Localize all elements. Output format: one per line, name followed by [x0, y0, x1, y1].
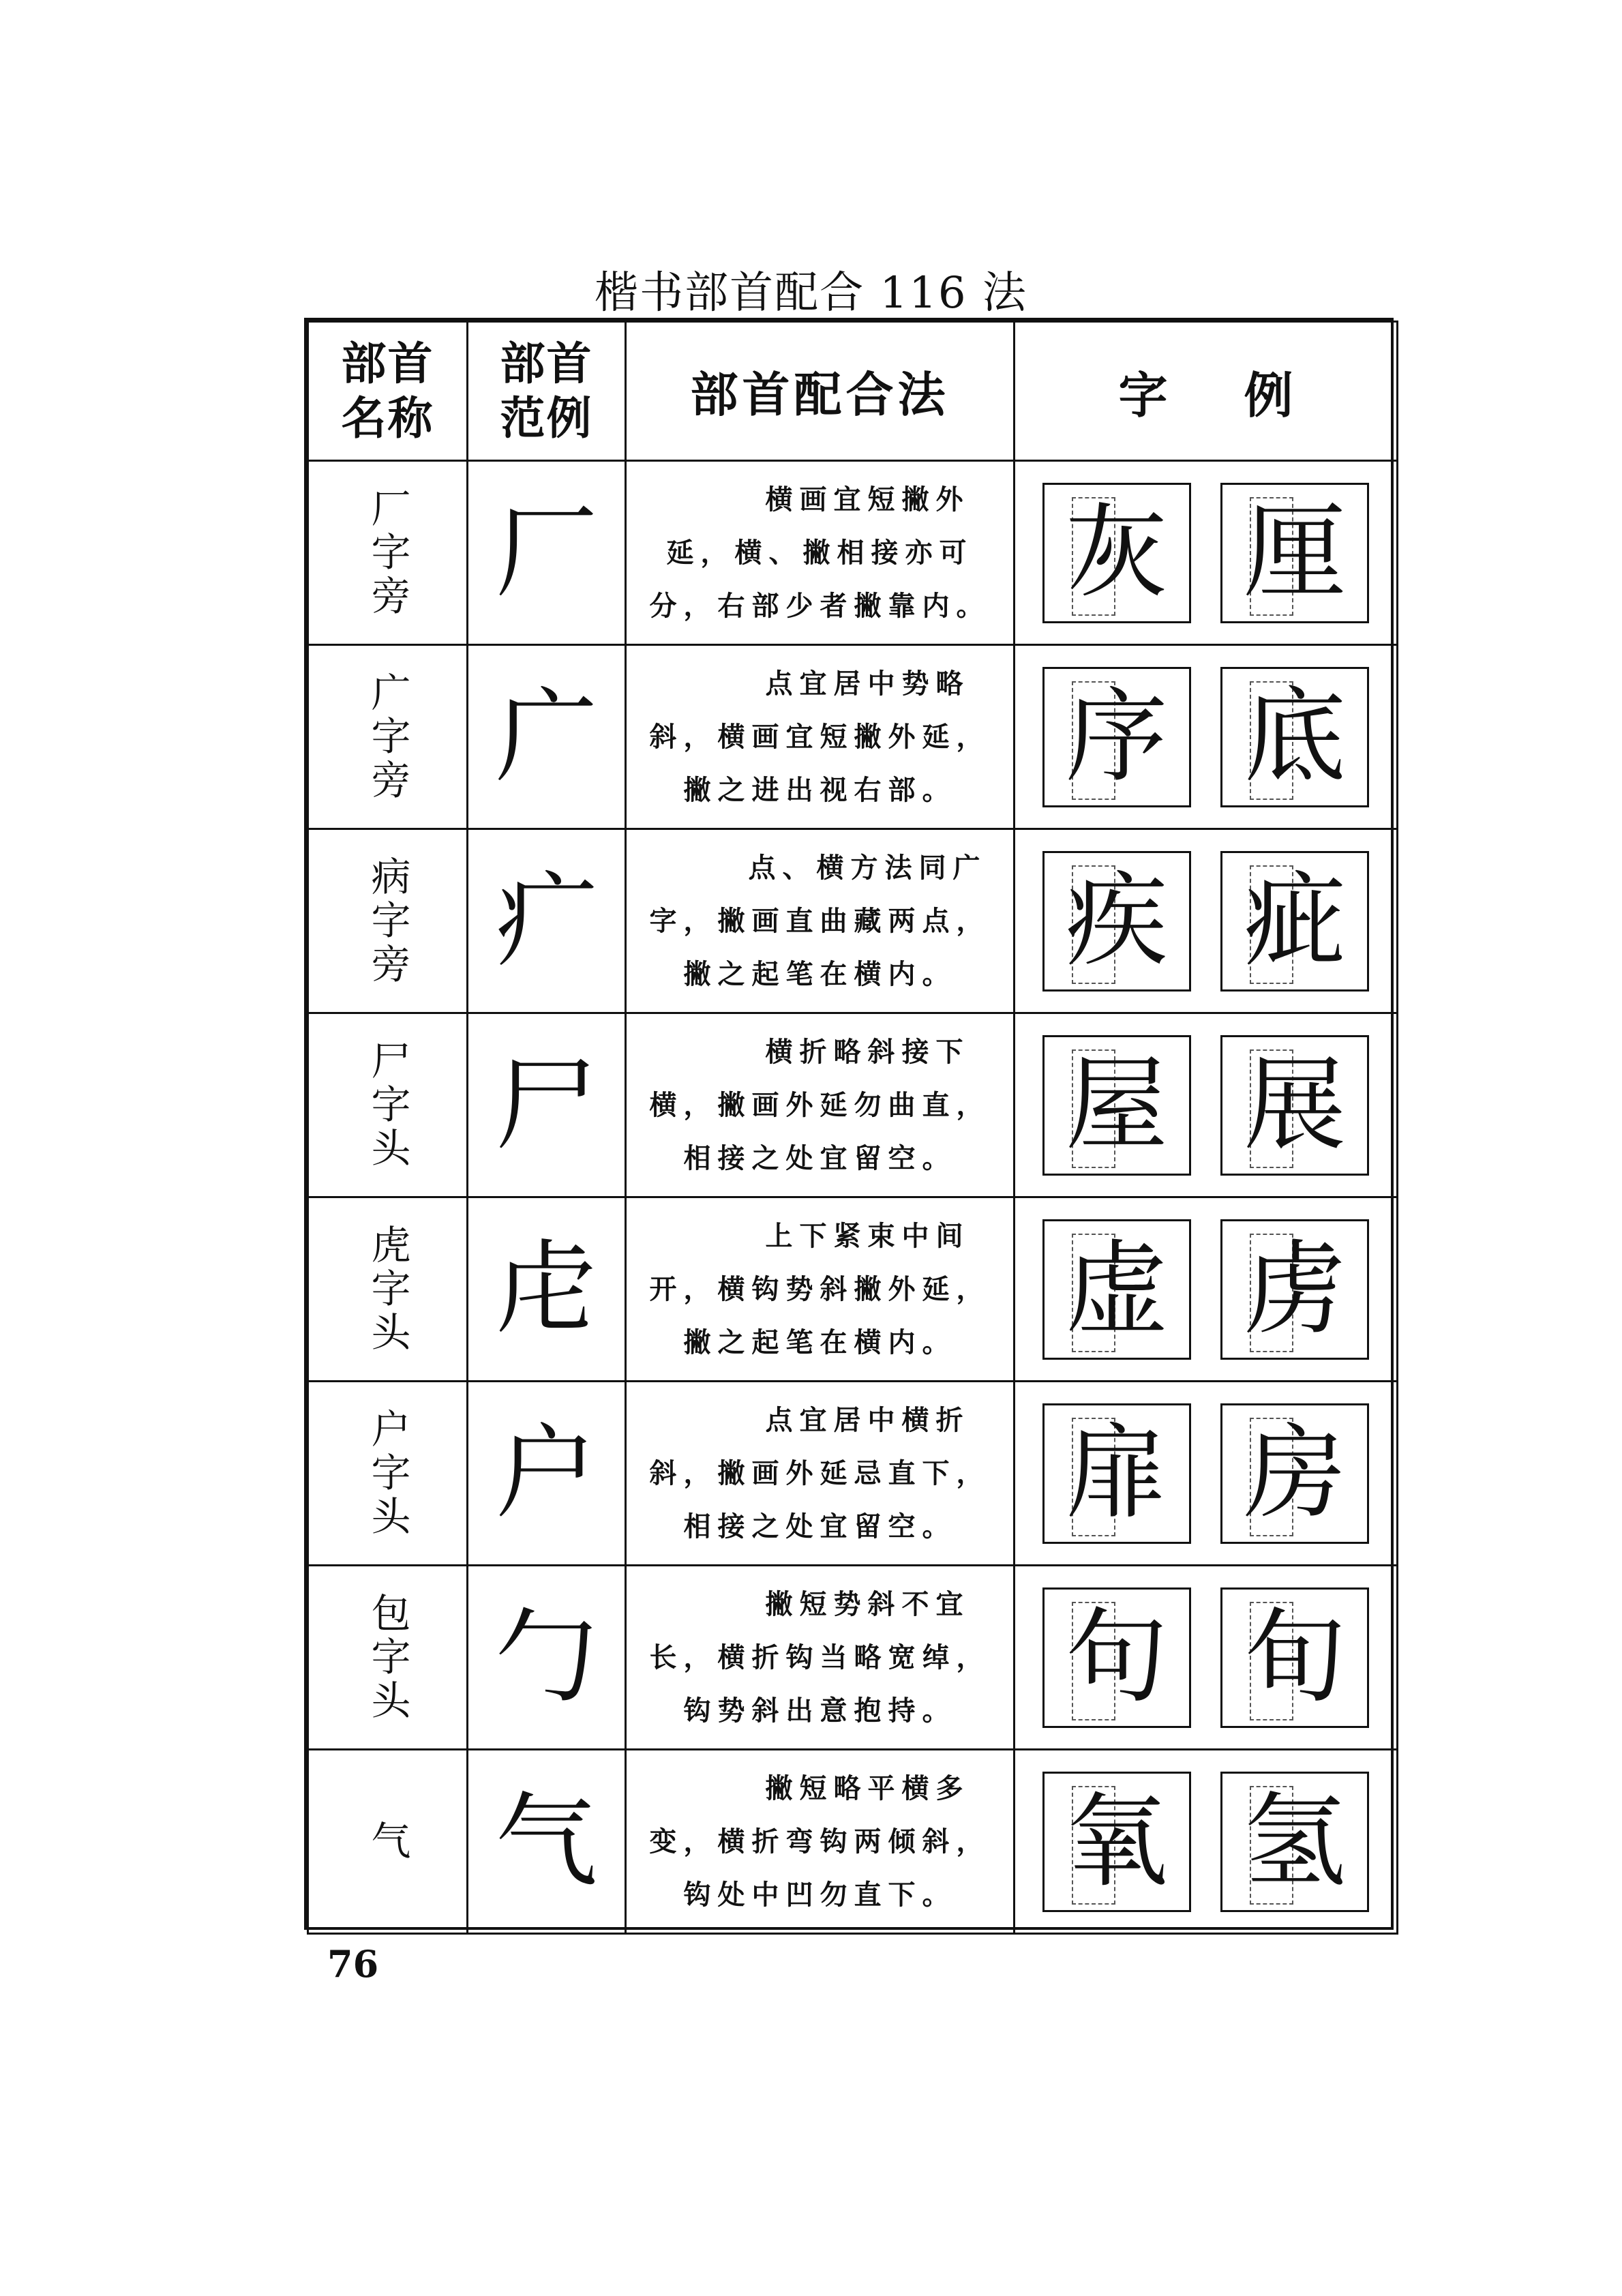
radical-glyph: 疒	[495, 861, 598, 981]
radical-example-cell	[468, 1750, 626, 1934]
radical-glyph: 勹	[495, 1598, 598, 1717]
example-char: 展	[1244, 1045, 1347, 1165]
example-char: 氧	[1065, 1782, 1168, 1901]
example-char: 句	[1065, 1598, 1168, 1717]
table-row	[308, 829, 1398, 1013]
example-char-box	[1220, 1587, 1369, 1728]
example-char-box	[1042, 667, 1191, 807]
example-char: 序	[1065, 677, 1168, 796]
example-char: 虏	[1244, 1229, 1347, 1349]
radical-name: 虎字头	[364, 1223, 411, 1355]
radical-example-cell	[468, 1013, 626, 1197]
example-char-box	[1220, 667, 1369, 807]
example-char-box	[1220, 1772, 1369, 1912]
radical-example-cell	[468, 1382, 626, 1566]
example-char: 氢	[1244, 1782, 1347, 1901]
table-row	[308, 1382, 1398, 1566]
radical-name-cell	[308, 461, 468, 645]
header-method: 部首配合法	[626, 322, 1015, 461]
page-title: 楷书部首配合 116 法	[595, 268, 1027, 318]
method-cell: 点、横方法同广 字，撇画直曲藏两点， 撇之起笔在横内。	[626, 829, 1015, 1013]
example-char-box	[1042, 1403, 1191, 1544]
radical-glyph: 尸	[495, 1045, 598, 1165]
table-row	[308, 1197, 1398, 1382]
radical-glyph: 气	[495, 1782, 598, 1901]
example-char: 疾	[1065, 861, 1168, 981]
example-char: 底	[1244, 677, 1347, 796]
example-char-box	[1220, 851, 1369, 992]
table-row	[308, 1750, 1398, 1934]
radical-name-cell	[308, 1566, 468, 1750]
header-row	[308, 322, 1398, 461]
radical-name-cell	[308, 1013, 468, 1197]
radical-glyph: 厂	[495, 493, 598, 612]
method-cell: 上下紧束中间 开，横钩势斜撇外延， 撇之起笔在横内。	[626, 1197, 1015, 1382]
radical-name-cell	[308, 645, 468, 829]
radical-example-cell	[468, 1197, 626, 1382]
radical-name: 包字头	[364, 1592, 411, 1723]
method-cell: 横折略斜接下 横，撇画外延勿曲直， 相接之处宜留空。	[626, 1013, 1015, 1197]
example-char-box	[1220, 1035, 1369, 1176]
example-char-box	[1042, 1587, 1191, 1728]
radical-name-cell	[308, 1197, 468, 1382]
radical-table	[304, 318, 1394, 1930]
examples-cell	[1015, 645, 1398, 829]
example-char-box	[1042, 483, 1191, 623]
examples-cell	[1015, 1750, 1398, 1934]
example-char-box	[1220, 1403, 1369, 1544]
method-cell: 点宜居中横折 斜，撇画外延忌直下， 相接之处宜留空。	[626, 1382, 1015, 1566]
example-char: 厘	[1244, 493, 1347, 612]
table-row	[308, 461, 1398, 645]
radical-glyph: 广	[495, 677, 598, 796]
example-char: 疵	[1244, 861, 1347, 981]
example-char: 屋	[1065, 1045, 1168, 1165]
examples-cell	[1015, 461, 1398, 645]
radical-glyph: 虍	[495, 1229, 598, 1349]
example-char: 房	[1244, 1414, 1347, 1533]
header-radical-example: 部首 范例	[468, 322, 626, 461]
header-examples: 字 例	[1015, 322, 1398, 461]
radical-name: 厂字旁	[364, 487, 411, 618]
examples-cell	[1015, 1566, 1398, 1750]
example-char: 灰	[1065, 493, 1168, 612]
method-cell: 撇短略平横多 变，横折弯钩两倾斜， 钩处中凹勿直下。	[626, 1750, 1015, 1934]
radical-name: 广字旁	[364, 671, 411, 803]
header-radical-name: 部首 名称	[308, 322, 468, 461]
examples-cell	[1015, 1197, 1398, 1382]
table-row	[308, 1013, 1398, 1197]
example-char-box	[1042, 851, 1191, 992]
radical-example-cell	[468, 829, 626, 1013]
radical-name-cell	[308, 829, 468, 1013]
examples-cell	[1015, 1382, 1398, 1566]
radical-name: 户字头	[364, 1407, 411, 1539]
radical-name: 尸字头	[364, 1039, 411, 1171]
example-char: 扉	[1065, 1414, 1168, 1533]
table-row	[308, 1566, 1398, 1750]
example-char: 虚	[1065, 1229, 1168, 1349]
radical-example-cell	[468, 1566, 626, 1750]
example-char-box	[1220, 1219, 1369, 1360]
examples-cell	[1015, 1013, 1398, 1197]
example-char-box	[1042, 1219, 1191, 1360]
method-cell: 横画宜短撇外 延，横、撇相接亦可 分，右部少者撇靠内。	[626, 461, 1015, 645]
radical-name: 病字旁	[364, 855, 411, 987]
radical-example-cell	[468, 645, 626, 829]
radical-name-cell	[308, 1750, 468, 1934]
radical-name: 气	[364, 1819, 411, 1864]
table-row	[308, 645, 1398, 829]
example-char-box	[1042, 1772, 1191, 1912]
example-char: 旬	[1244, 1598, 1347, 1717]
radical-example-cell	[468, 461, 626, 645]
radical-glyph: 户	[495, 1414, 598, 1533]
radical-name-cell	[308, 1382, 468, 1566]
method-cell: 点宜居中势略 斜，横画宜短撇外延， 撇之进出视右部。	[626, 645, 1015, 829]
method-cell: 撇短势斜不宜 长，横折钩当略宽绰， 钩势斜出意抱持。	[626, 1566, 1015, 1750]
page-number: 76	[327, 1942, 379, 1986]
example-char-box	[1220, 483, 1369, 623]
example-char-box	[1042, 1035, 1191, 1176]
examples-cell	[1015, 829, 1398, 1013]
